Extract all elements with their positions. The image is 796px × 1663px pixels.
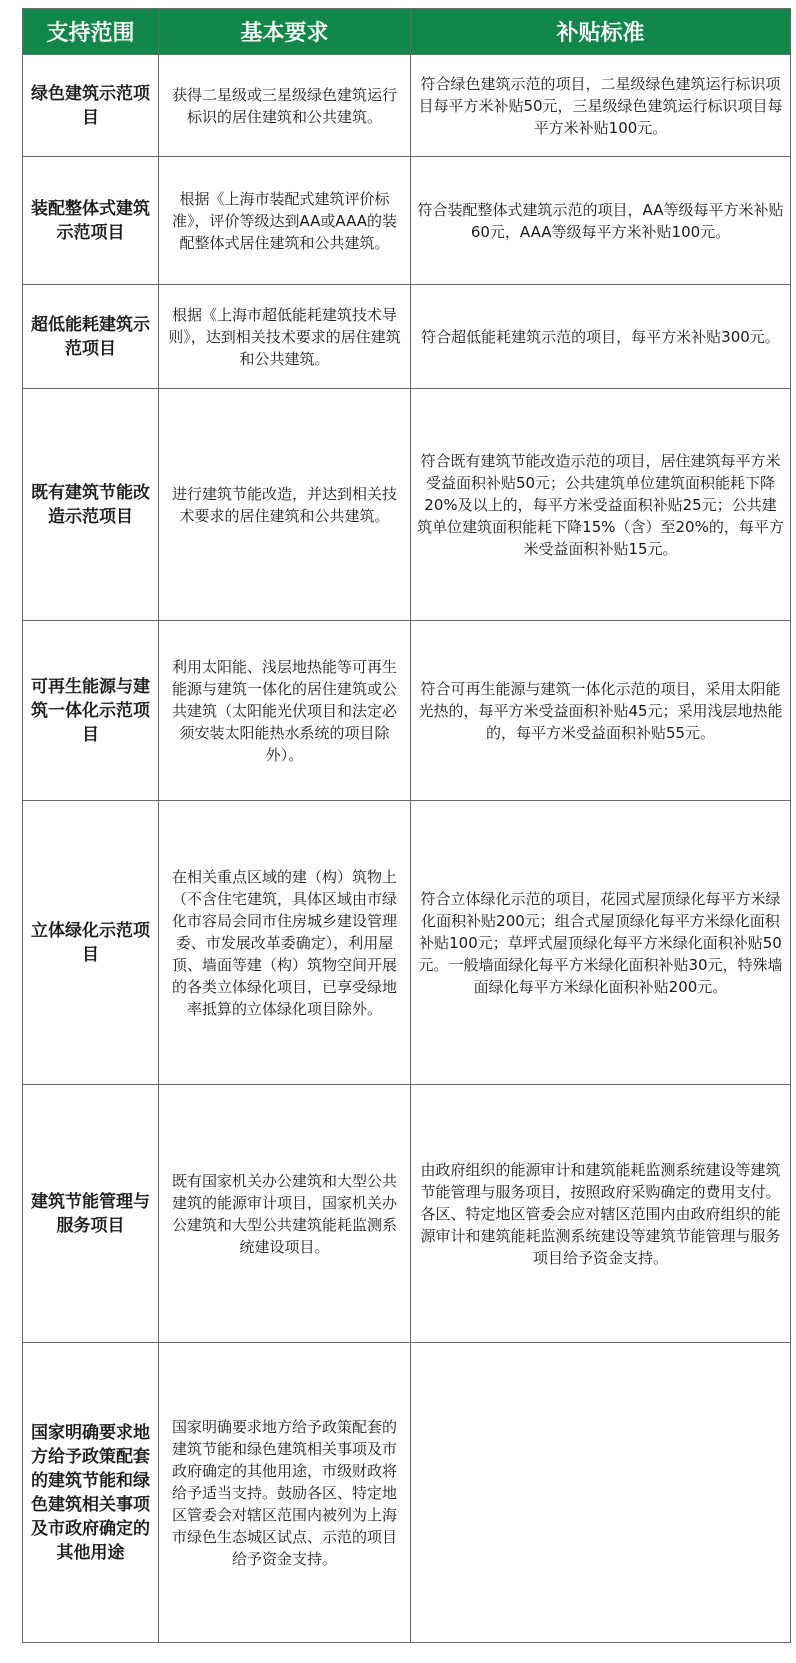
standard-cell: 由政府组织的能源审计和建筑能耗监测系统建设等建筑节能管理与服务项目，按照政府采购确定的费用支付。各区、特定地区管委会应对辖区范围内由政府组织的能源审计和建筑能耗监测系统建设等建筑节能管理与服务项目给予资金支持。 [411,1085,791,1343]
standard-cell: 符合立体绿化示范的项目，花园式屋顶绿化每平方米绿化面积补贴200元；组合式屋顶绿化每平方米绿化面积补贴100元；草坪式屋顶绿化每平方米绿化面积补贴50元。一般墙面绿化每平方米绿化面积补贴30元，特殊墙面绿化每平方米绿化面积补贴200元。 [411,801,791,1085]
scope-cell: 国家明确要求地方给予政策配套的建筑节能和绿色建筑相关事项及市政府确定的其他用途 [23,1343,159,1643]
standard-cell [411,1343,791,1643]
requirement-cell: 进行建筑节能改造，并达到相关技术要求的居住建筑和公共建筑。 [159,389,411,621]
standard-cell: 符合绿色建筑示范的项目，二星级绿色建筑运行标识项目每平方米补贴50元，三星级绿色建筑运行标识项目每平方米补贴100元。 [411,55,791,157]
requirement-cell: 既有国家机关办公建筑和大型公共建筑的能源审计项目，国家机关办公建筑和大型公共建筑能耗监测系统建设项目。 [159,1085,411,1343]
requirement-cell: 根据《上海市装配式建筑评价标准》，评价等级达到AA或AAA的装配整体式居住建筑和公共建筑。 [159,157,411,285]
scope-cell: 绿色建筑示范项目 [23,55,159,157]
requirement-cell: 根据《上海市超低能耗建筑技术导则》，达到相关技术要求的居住建筑和公共建筑。 [159,285,411,389]
header-row [23,9,791,55]
requirement-cell: 在相关重点区域的建（构）筑物上（不含住宅建筑，具体区域由市绿化市容局会同市住房城乡建设管理委、市发展改革委确定），利用屋顶、墙面等建（构）筑物空间开展的各类立体绿化项目，已享受绿地率抵算的立体绿化项目除外。 [159,801,411,1085]
requirement-cell: 利用太阳能、浅层地热能等可再生能源与建筑一体化的居住建筑或公共建筑（太阳能光伏项目和法定必须安装太阳能热水系统的项目除外）。 [159,621,411,801]
table-row [23,55,791,157]
scope-cell: 可再生能源与建筑一体化示范项目 [23,621,159,801]
scope-cell: 既有建筑节能改造示范项目 [23,389,159,621]
table-row [23,1085,791,1343]
standard-cell: 符合装配整体式建筑示范的项目，AA等级每平方米补贴60元，AAA等级每平方米补贴100元。 [411,157,791,285]
requirement-cell: 获得二星级或三星级绿色建筑运行标识的居住建筑和公共建筑。 [159,55,411,157]
standard-cell: 符合既有建筑节能改造示范的项目，居住建筑每平方米受益面积补贴50元；公共建筑单位建筑面积能耗下降20%及以上的，每平方米受益面积补贴25元；公共建筑单位建筑面积能耗下降15%（含）至20%的，每平方米受益面积补贴15元。 [411,389,791,621]
header-requirement: 基本要求 [159,9,411,55]
standard-cell: 符合超低能耗建筑示范的项目，每平方米补贴300元。 [411,285,791,389]
table-row [23,157,791,285]
table-row [23,285,791,389]
header-standard: 补贴标准 [411,9,791,55]
header-scope: 支持范围 [23,9,159,55]
subsidy-table [22,8,791,1643]
scope-cell: 超低能耗建筑示范项目 [23,285,159,389]
requirement-cell: 国家明确要求地方给予政策配套的建筑节能和绿色建筑相关事项及市政府确定的其他用途，市级财政将给予适当支持。鼓励各区、特定地区管委会对辖区范围内被列为上海市绿色生态城区试点、示范的项目给予资金支持。 [159,1343,411,1643]
table-row [23,1343,791,1643]
table-row [23,621,791,801]
standard-cell: 符合可再生能源与建筑一体化示范的项目，采用太阳能光热的，每平方米受益面积补贴45元；采用浅层地热能的，每平方米受益面积补贴55元。 [411,621,791,801]
table-row [23,389,791,621]
scope-cell: 装配整体式建筑示范项目 [23,157,159,285]
table-row [23,801,791,1085]
scope-cell: 建筑节能管理与服务项目 [23,1085,159,1343]
scope-cell: 立体绿化示范项目 [23,801,159,1085]
